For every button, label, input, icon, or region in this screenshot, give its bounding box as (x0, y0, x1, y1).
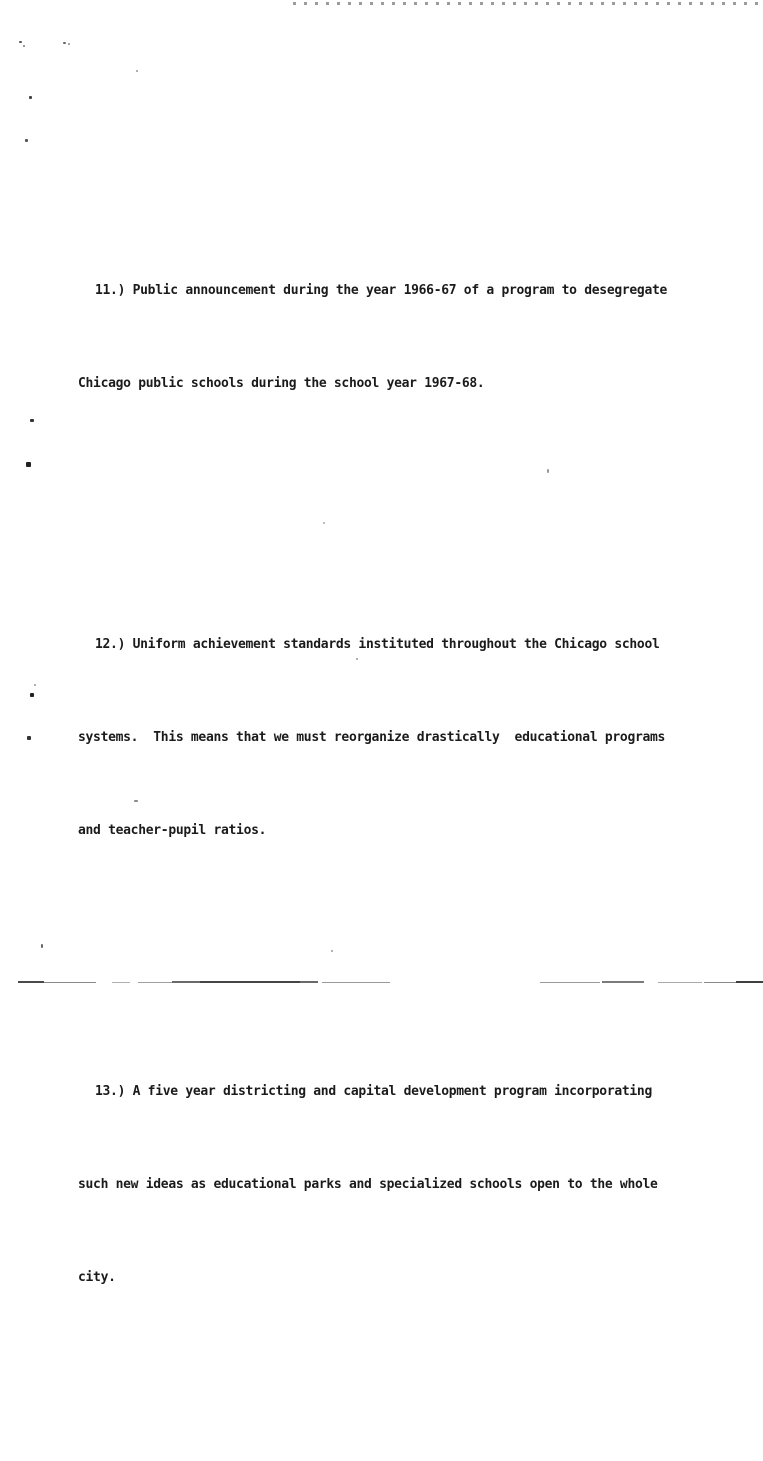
bottom-scan-line-segment (540, 982, 600, 983)
bottom-scan-line-segment (138, 982, 172, 983)
bottom-scan-line-segment (18, 981, 44, 983)
paragraph-11-line-2: Chicago public schools during the school year 1967-68. (78, 376, 485, 391)
scan-speck (134, 800, 138, 802)
scan-speck (25, 139, 28, 142)
paragraph-13-line-3: city. (78, 1270, 116, 1285)
bottom-scan-line-segment (658, 982, 702, 983)
scan-speck (41, 944, 43, 948)
scan-speck (19, 41, 22, 43)
scan-speck (27, 736, 31, 740)
scan-speck (68, 43, 70, 45)
bottom-scan-line-segment (44, 982, 96, 983)
paragraph-13-line-1: 13.) A five year districting and capital development program incorporating (95, 1084, 652, 1099)
scan-speck (34, 684, 36, 686)
top-dashed-scan-line (293, 2, 763, 5)
paragraph-12 (78, 567, 718, 908)
document-text-block (78, 120, 718, 1461)
bottom-scan-line-segment (704, 982, 736, 983)
bottom-scan-line-segment (602, 981, 644, 983)
paragraph-11-line-1: 11.) Public announcement during the year 1966-67 of a program to desegregate (95, 283, 668, 298)
bottom-scan-line-segment (322, 982, 390, 983)
paragraph-12-line-3: and teacher-pupil ratios. (78, 823, 267, 838)
bottom-scan-line-segment (112, 982, 130, 983)
scan-speck (30, 693, 34, 697)
scan-speck (23, 45, 25, 47)
paragraph-11 (78, 213, 718, 461)
paragraph-13 (78, 1014, 718, 1355)
scan-speck (29, 96, 32, 99)
scan-speck (30, 419, 34, 422)
scan-speck (356, 658, 358, 660)
scan-speck (323, 522, 325, 524)
scan-speck (136, 70, 138, 72)
scan-speck (26, 462, 31, 467)
scan-speck (331, 950, 333, 952)
bottom-scan-line-segment (736, 981, 763, 983)
scan-speck (63, 42, 66, 44)
paragraph-12-line-2: systems. This means that we must reorganize drastically educational programs (78, 730, 666, 745)
paragraph-12-line-1: 12.) Uniform achievement standards instituted throughout the Chicago school (95, 637, 660, 652)
bottom-scan-line-segment (200, 981, 300, 983)
scan-speck (547, 469, 549, 473)
paragraph-13-line-2: such new ideas as educational parks and specialized schools open to the whole (78, 1177, 658, 1192)
